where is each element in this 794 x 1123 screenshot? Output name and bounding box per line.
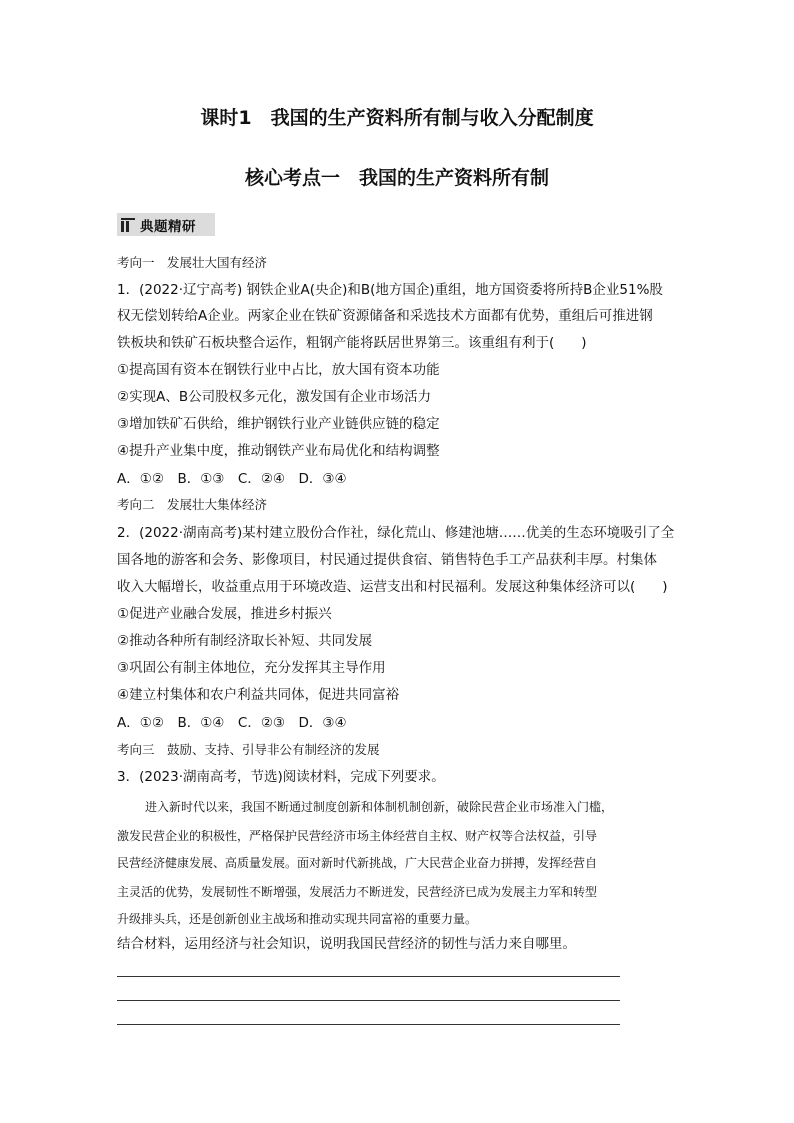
q1-choices: A．①② B．①③ C．②④ D．③④ <box>117 471 347 487</box>
q1-option: ④提升产业集中度，推动钢铁产业布局优化和结构调整 <box>117 443 440 459</box>
q3-stem: 3．(2023·湖南高考，节选)阅读材料，完成下列要求。 <box>117 769 445 785</box>
q1-option: ③增加铁矿石供给，维护钢铁行业产业链供应链的稳定 <box>117 416 440 432</box>
material-line: 主灵活的优势，发展韧性不断增强，发展活力不断迸发，民营经济已成为发展主力军和转型 <box>117 885 598 899</box>
q1-stem-line: 1．(2022·辽宁高考) 钢铁企业A(央企)和B(地方国企)重组，地方国资委将所持B企业51%股 <box>117 282 663 298</box>
q2-stem-line: 国各地的游客和会务、影像项目，村民通过提供食宿、销售特色手工产品获利丰厚。村集体 <box>117 552 657 568</box>
page-title: 课时1 我国的生产资料所有制与收入分配制度 <box>200 107 594 129</box>
q1-option: ①提高国有资本在钢铁行业中占比，放大国有资本功能 <box>117 362 440 378</box>
q1-stem-line: 权无偿划转给A企业。两家企业在铁矿资源储备和采选技术方面都有优势，重组后可推进钢 <box>117 308 653 324</box>
material-line: 进入新时代以来，我国不断通过制度创新和体制机制创新，破除民营企业市场准入门槛， <box>145 800 614 814</box>
direction-three: 考向三 鼓励、支持、引导非公有制经济的发展 <box>117 742 380 757</box>
q2-option: ①促进产业融合发展，推进乡村振兴 <box>117 606 332 622</box>
q2-choices: A．①② B．①④ C．②③ D．③④ <box>117 715 347 731</box>
direction-one: 考向一 发展壮大国有经济 <box>117 255 268 270</box>
q2-stem-line: 收入大幅增长，收益重点用于环境改造、运营支出和村民福利。发展这种集体经济可以( ) <box>117 579 668 595</box>
q1-stem-line: 铁板块和铁矿石板块整合运作，粗钢产能将跃居世界第三。该重组有利于( ) <box>117 335 587 351</box>
bookmark-bars-icon <box>121 218 135 232</box>
answer-line[interactable] <box>117 1024 620 1025</box>
q2-option: ③巩固公有制主体地位，充分发挥其主导作用 <box>117 660 386 676</box>
material-line: 民营经济健康发展、高质量发展。面对新时代新挑战，广大民营企业奋力拼搏，发挥经营自 <box>117 856 598 870</box>
q1-option: ②实现A、B公司股权多元化，激发国有企业市场活力 <box>117 389 432 405</box>
q2-stem-line: 2．(2022·湖南高考)某村建立股份合作社，绿化荒山、修建池塘……优美的生态环境吸引了全 <box>117 525 675 541</box>
answer-line[interactable] <box>117 1000 620 1001</box>
q3-question: 结合材料，运用经济与社会知识，说明我国民营经济的韧性与活力来自哪里。 <box>117 936 576 952</box>
answer-line[interactable] <box>117 976 620 977</box>
q2-option: ②推动各种所有制经济取长补短、共同发展 <box>117 633 373 649</box>
direction-two: 考向二 发展壮大集体经济 <box>117 497 268 512</box>
material-line: 激发民营企业的积极性，严格保护民营经济市场主体经营自主权、财产权等合法权益，引导 <box>117 829 598 843</box>
section-label-text: 典题精研 <box>140 218 196 235</box>
section-label-box <box>117 213 215 236</box>
q2-option: ④建立村集体和农户利益共同体，促进共同富裕 <box>117 687 400 703</box>
material-line: 升级排头兵，还是创新创业主战场和推动实现共同富裕的重要力量。 <box>117 912 478 926</box>
section-heading: 核心考点一 我国的生产资料所有制 <box>244 167 549 189</box>
